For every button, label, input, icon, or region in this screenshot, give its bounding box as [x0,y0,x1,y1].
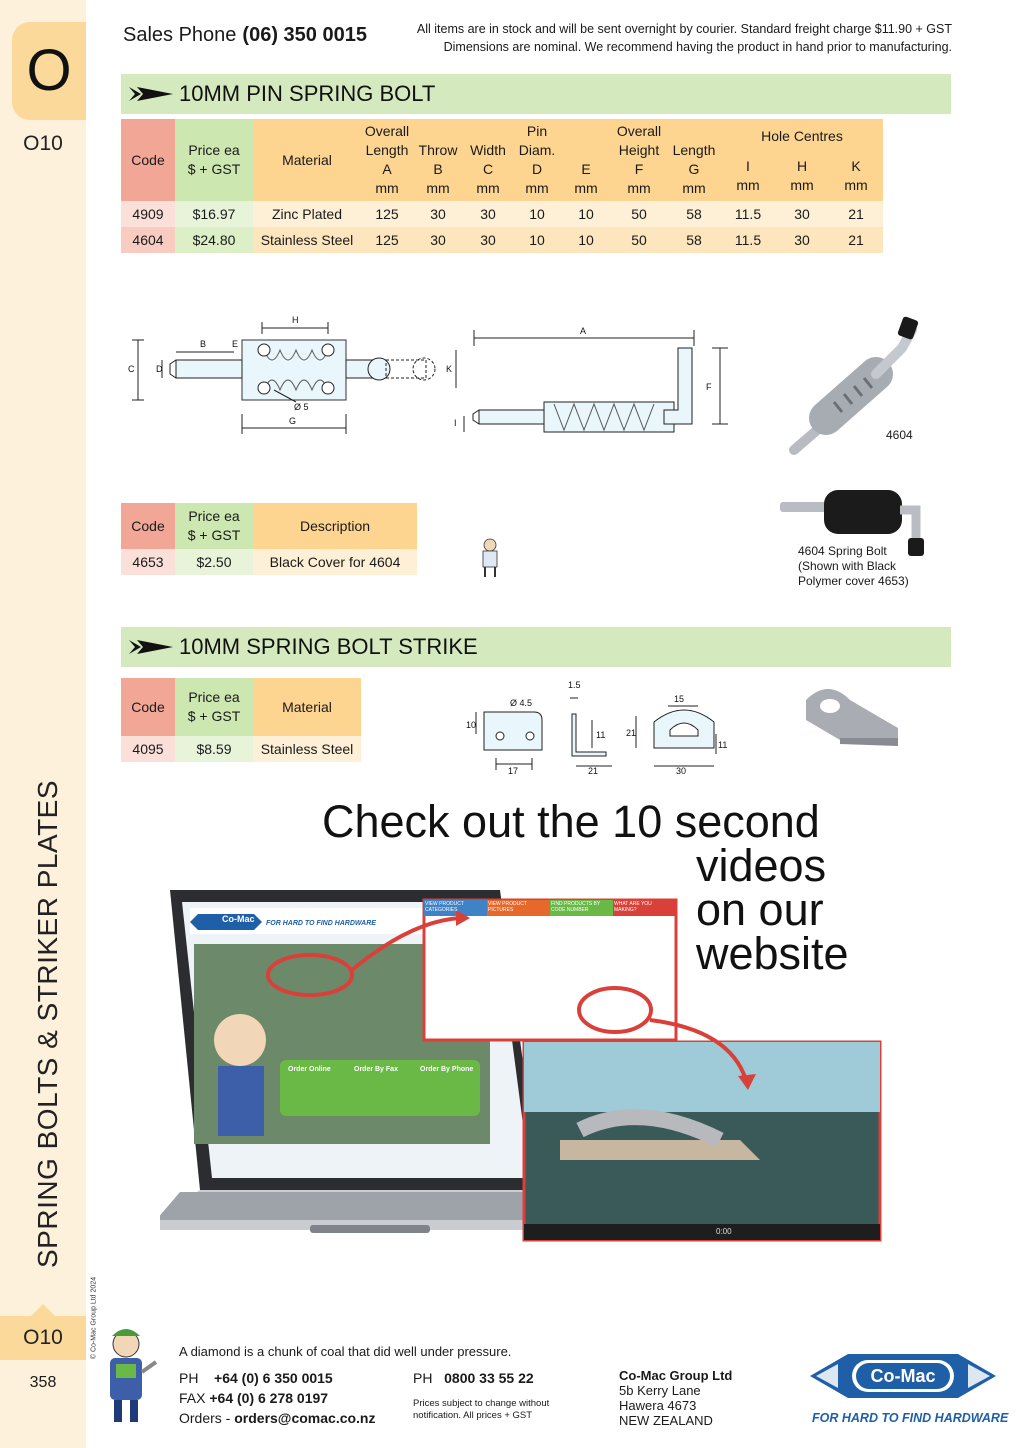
col-header-material: Material [253,119,361,201]
hdr-line [463,122,513,141]
sales-phone [123,24,367,47]
section-code-bottom: O10 [0,1316,86,1360]
hdr-line: K [851,158,861,174]
hdr-line: G [688,161,700,177]
hdr-line: Width [470,142,506,158]
col-header-length-a [361,119,413,201]
hdr-line: Overall [616,123,662,139]
dim-label-21a: 21 [588,766,599,776]
arrow-icon [129,638,173,656]
col-header-length-g [667,119,721,201]
spring-bolt-table [121,119,883,253]
dim-label-b: B [200,339,207,349]
col-header-width-c [463,119,513,201]
hdr-line: mm [790,177,814,193]
cell-code: 4653 [121,549,175,575]
logo-tagline: FOR HARD TO FIND HARDWARE [812,1411,1009,1425]
cell-code: 4095 [121,736,175,762]
mascot-icon [92,1324,162,1428]
hdr-line [561,141,611,160]
col-header-hole-centres [721,119,883,201]
col-header-price [175,119,253,201]
company-name: Co-Mac Group Ltd [619,1368,733,1383]
cell-value: 58 [667,227,721,253]
cell-value: 30 [463,201,513,227]
dim-label-30: 30 [676,766,687,776]
col-header-description: Description [253,503,417,549]
cell-price: $24.80 [175,227,253,253]
hdr-line: D [531,161,543,177]
hdr-line: Pin [526,123,548,139]
cell-value: 125 [361,201,413,227]
panel-tab-categories: VIEW PRODUCT CATEGORIES [425,901,464,913]
fax-number: +64 (0) 6 278 0197 [209,1390,329,1406]
ph2-number: 0800 33 55 22 [444,1370,534,1386]
dim-label-21b: 21 [626,728,637,738]
hdr-line: mm [525,180,549,196]
cell-value: 10 [561,201,611,227]
caption-line: 4604 Spring Bolt [798,544,887,558]
dim-label-g: G [289,416,297,426]
section-band-pin-spring-bolt [121,74,951,114]
price-label-1: Price ea [188,142,240,158]
hdr-line: E [581,161,591,177]
fax-label: FAX [179,1390,206,1406]
vertical-section-title: SPRING BOLTS & STRIKER PLATES [32,779,63,1268]
section-title: 10MM PIN SPRING BOLT [179,81,436,106]
hdr-line [561,122,611,141]
hdr-line: B [433,161,443,177]
arrow-icon [129,85,173,103]
hdr-line: mm [627,180,651,196]
photo-caption-cover [798,544,909,589]
sales-label: Sales Phone [123,24,237,46]
section-band-spring-bolt-strike [121,627,951,667]
comac-logo [808,1346,998,1406]
copyright-notice: © Co-Mac Group Ltd 2024 [90,1276,98,1360]
cell-description: Black Cover for 4604 [253,549,417,575]
promo-line-4: website [696,928,849,979]
mascot-small-icon [478,537,502,579]
table-row [121,201,883,227]
hdr-line: I [746,158,750,174]
dim-label-15: 15 [674,694,685,704]
dim-label-11a: 11 [596,730,606,740]
hdr-line [413,122,463,141]
cell-value: 125 [361,227,413,253]
laptop-order-online: Order Online [288,1066,331,1073]
cell-value: 30 [775,227,829,253]
hdr-line: Height [618,142,660,158]
cell-material: Stainless Steel [253,227,361,253]
cell-material: Stainless Steel [253,736,361,762]
col-header-price [175,678,253,736]
tab-pointer [31,1304,55,1316]
dim-label-k: K [446,364,453,374]
cell-value: 11.5 [721,201,775,227]
strike-technical-drawing [460,678,740,778]
cell-value: 10 [513,227,561,253]
col-header-code: Code [121,678,175,736]
cell-value: 30 [463,227,513,253]
notice-line-1: All items are in stock and will be sent overnight by courier. Standard freight charge $11.90 + GST [416,22,952,36]
dim-label-1-5: 1.5 [568,680,581,690]
strike-table [121,678,361,762]
cell-value: 50 [611,201,667,227]
col-header-height-f [611,119,667,201]
address-line: Hawera 4673 [619,1398,697,1413]
cell-value: 58 [667,201,721,227]
laptop-brand-text: Co-Mac [222,914,255,924]
photo-caption-4604: 4604 [886,428,913,442]
dim-label-f: F [706,382,712,392]
video-time: 0:00 [716,1227,732,1236]
col-header-e [561,119,611,201]
hdr-line: mm [426,180,450,196]
address-line: 5b Kerry Lane [619,1383,701,1398]
ph2-label: PH [413,1370,433,1386]
panel-tab-code: FIND PRODUCTS BY CODE NUMBER [551,901,601,913]
logo-text: Co-Mac [870,1366,936,1386]
price-label-2: $ + GST [187,527,241,543]
table-row [121,227,883,253]
cover-table [121,503,417,575]
dim-label-d: D [156,364,163,374]
dim-label-i: I [454,418,457,428]
col-header-material: Material [253,678,361,736]
address-line: NEW ZEALAND [619,1413,713,1428]
hdr-line: Diam. [518,142,556,158]
cell-value: 11.5 [721,227,775,253]
price-label-2: $ + GST [187,708,241,724]
table-row [121,736,361,762]
section-code-top: O10 [23,132,63,155]
footer-freephone [413,1368,534,1388]
ph-label: PH [179,1370,199,1386]
hdr-line: Length [672,142,716,158]
caption-line: (Shown with Black [798,559,897,573]
hdr-line: F [634,161,644,177]
laptop-order-fax: Order By Fax [354,1066,398,1073]
dim-label-11b: 11 [718,740,728,750]
dim-label-10: 10 [466,720,477,730]
cell-price: $16.97 [175,201,253,227]
section-title: 10MM SPRING BOLT STRIKE [179,634,478,659]
sales-number: (06) 350 0015 [242,24,367,46]
cell-price: $8.59 [175,736,253,762]
dim-label-a: A [580,326,587,336]
hdr-line: A [382,161,392,177]
caption-line: Polymer cover 4653) [798,574,909,588]
page-number: 358 [29,1374,57,1391]
promo-line-1: Check out the 10 second [322,796,820,847]
promo-line-2: videos [696,840,827,891]
cell-value: 21 [829,201,883,227]
cell-value: 30 [775,201,829,227]
laptop-order-phone: Order By Phone [420,1066,474,1073]
cell-value: 21 [829,227,883,253]
dim-label-hole: Ø 5 [294,402,309,412]
col-header-pin-d [513,119,561,201]
promo-line-3: on our [696,884,824,935]
cell-value: 10 [561,227,611,253]
hdr-line: mm [736,177,760,193]
hdr-line: mm [682,180,706,196]
footer-contact [179,1368,376,1428]
cell-value: 10 [513,201,561,227]
hdr-line: mm [844,177,868,193]
hdr-line: mm [574,180,598,196]
hdr-line: Overall [364,123,410,139]
laptop-illustration [160,880,890,1310]
price-disclaimer: Prices subject to change without notification. All prices + GST [413,1398,550,1421]
dim-label-e: E [232,339,239,349]
price-label-2: $ + GST [187,161,241,177]
col-header-code: Code [121,503,175,549]
cell-value: 30 [413,227,463,253]
laptop-tagline-text: FOR HARD TO FIND HARDWARE [266,920,376,927]
company-address [619,1368,732,1428]
strike-plate-photo [800,680,906,750]
dim-label-hole: Ø 4.5 [510,698,533,708]
price-label-1: Price ea [188,689,240,705]
section-letter-tab: O [12,22,86,120]
col-header-throw-b [413,119,463,201]
ph-number: +64 (0) 6 350 0015 [214,1370,333,1386]
notice-line-2: Dimensions are nominal. We recommend having the product in hand prior to manufacturing. [443,40,952,54]
cell-code: 4604 [121,227,175,253]
table-row [121,549,417,575]
col-header-code: Code [121,119,175,201]
cell-value: 50 [611,227,667,253]
col-header-price [175,503,253,549]
hdr-line: mm [476,180,500,196]
orders-email[interactable]: orders@comac.co.nz [234,1410,376,1426]
hdr-line [667,122,721,141]
hdr-line: C [482,161,494,177]
hdr-line: Length [365,142,409,158]
cell-value: 30 [413,201,463,227]
spring-bolt-technical-drawing [124,310,734,440]
orders-label: Orders - [179,1410,235,1426]
hdr-line: H [796,158,808,174]
dim-label-c: C [128,364,135,374]
cell-code: 4909 [121,201,175,227]
panel-tab-making: WHAT ARE YOU MAKING? [614,901,652,913]
stock-notice [417,20,952,56]
dim-label-h: H [292,315,299,325]
cell-price: $2.50 [175,549,253,575]
hole-centres-label: Hole Centres [761,128,843,144]
dim-label-17: 17 [508,766,519,776]
hdr-line: Throw [418,142,458,158]
footer-tagline: A diamond is a chunk of coal that did well under pressure. [179,1344,512,1359]
panel-tab-pictures: VIEW PRODUCT PICTURES [488,901,527,913]
hdr-line: mm [375,180,399,196]
price-label-1: Price ea [188,508,240,524]
cell-material: Zinc Plated [253,201,361,227]
